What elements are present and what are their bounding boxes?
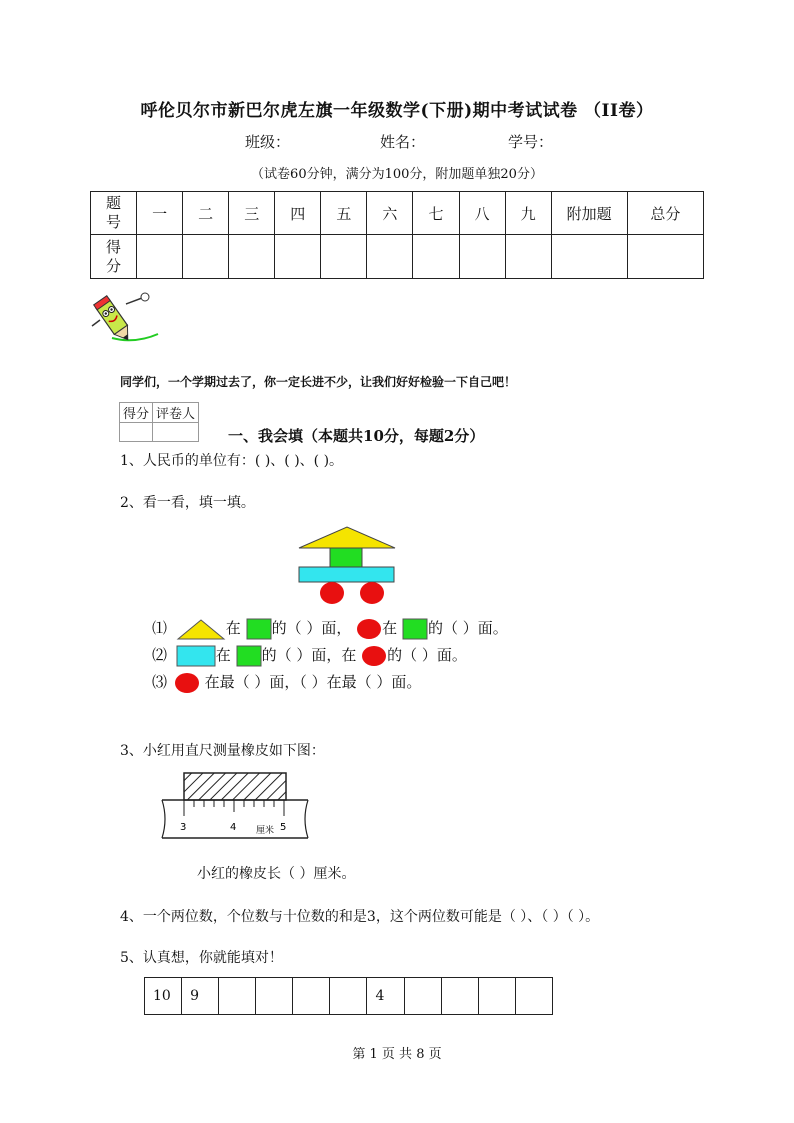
green-square-icon [246,618,272,640]
q2-row-2: ⑵ 在 的（ ）面，在 的（ ）面。 [152,642,467,668]
ruler-unit-label: 厘米 [256,826,275,836]
class-label: 班级： [245,133,291,151]
number-cell[interactable] [404,978,441,1015]
ruler-tick-label: 3 [180,822,187,833]
grader-score-label: 得分 [120,403,153,423]
question-5: 5、认真想，你就能填对！ [120,950,283,966]
score-cell[interactable] [551,235,627,279]
score-cell[interactable] [459,235,505,279]
ruler-tick-label: 4 [230,822,237,833]
score-table-header-label: 题号 [91,192,137,235]
question-3-answer: 小红的橡皮长（ ）厘米。 [197,866,356,882]
score-cell[interactable] [627,235,703,279]
score-cell[interactable] [137,235,183,279]
encouragement-text: 同学们，一个学期过去了，你一定长进不少，让我们好好检验一下自己吧！ [120,375,517,389]
number-cell[interactable] [441,978,478,1015]
grader-reviewer-cell[interactable] [153,423,199,442]
number-cell[interactable] [219,978,256,1015]
q2-row-1: ⑴ 在 的（ ）面， 在 的（ ）面。 [152,615,508,641]
score-col-header: 九 [505,192,551,235]
number-cell[interactable] [256,978,293,1015]
number-cell[interactable] [330,978,367,1015]
score-col-header: 五 [321,192,367,235]
score-table [90,191,704,279]
score-col-header: 七 [413,192,459,235]
number-sequence-table [144,977,553,1015]
pencil-mascot-icon [90,290,162,352]
score-cell[interactable] [229,235,275,279]
number-cell[interactable] [478,978,515,1015]
grader-score-cell[interactable] [120,423,153,442]
yellow-triangle-icon [176,618,226,640]
number-cell[interactable]: 9 [182,978,219,1015]
question-2: 2、看一看，填一填。 [120,495,255,511]
number-cell[interactable] [293,978,330,1015]
green-square-icon [402,618,428,640]
score-cell[interactable] [367,235,413,279]
grader-box [119,402,199,442]
page-title: 呼伦贝尔市新巴尔虎左旗一年级数学(下册)期中考试试卷 （II卷） [140,101,654,121]
score-cell[interactable] [505,235,551,279]
red-circle-icon [356,618,382,640]
score-col-header: 六 [367,192,413,235]
score-col-header: 一 [137,192,183,235]
score-col-header: 二 [183,192,229,235]
red-circle-icon [361,645,387,667]
red-circle-icon [174,672,200,694]
score-col-header: 附加题 [551,192,627,235]
green-square-icon [236,645,262,667]
number-cell[interactable]: 4 [367,978,404,1015]
question-3: 3、小红用直尺测量橡皮如下图： [120,743,325,759]
number-cell[interactable]: 10 [145,978,182,1015]
number-cell[interactable] [515,978,552,1015]
score-cell[interactable] [321,235,367,279]
eraser [184,773,286,800]
score-row-label: 得分 [91,235,137,279]
ruler-figure [160,770,310,850]
question-1: 1、人民币的单位有：( )、( )、( )。 [120,453,344,469]
exam-note: （试卷60分钟，满分为100分，附加题单独20分） [251,167,543,182]
name-label: 姓名： [380,133,426,151]
score-col-header: 总分 [627,192,703,235]
score-col-header: 三 [229,192,275,235]
score-col-header: 四 [275,192,321,235]
score-cell[interactable] [413,235,459,279]
score-cell[interactable] [275,235,321,279]
page-footer: 第 1 页 共 8 页 [352,1047,442,1062]
score-cell[interactable] [183,235,229,279]
student-number-label: 学号： [508,133,554,151]
score-col-header: 八 [459,192,505,235]
ruler-tick-label: 5 [280,822,287,833]
q2-row-3: ⑶ 在最（ ）面，（ ）在最（ ）面。 [152,669,421,695]
grader-reviewer-label: 评卷人 [153,403,199,423]
shapes-figure [296,525,398,607]
cyan-rectangle-icon [176,645,216,667]
section-heading: 一、我会填（本题共10分，每题2分） [228,427,485,445]
question-4: 4、一个两位数，个位数与十位数的和是3，这个两位数可能是（ ）、（ ）（ ）。 [120,909,600,925]
